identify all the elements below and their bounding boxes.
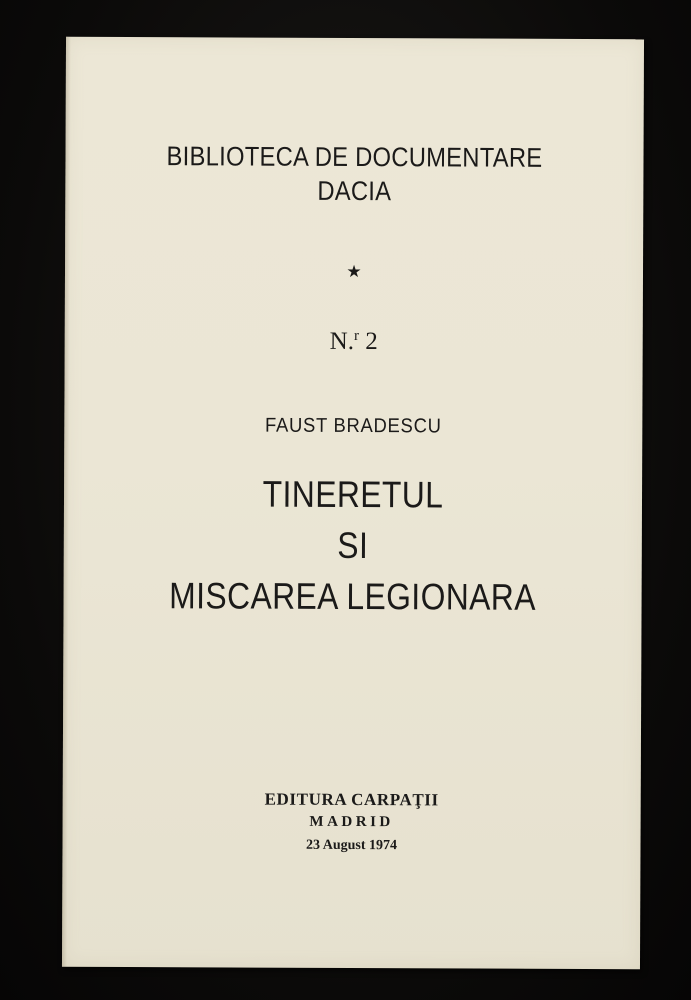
publisher-name: EDITURA CARPAŢII xyxy=(264,789,439,810)
issue-number-prefix: N. xyxy=(329,327,355,356)
booklet-cover xyxy=(62,37,644,970)
series-title-line-2: DACIA xyxy=(317,175,392,207)
book-title-line-2: SI xyxy=(337,524,369,567)
book-title-line-3: MISCAREA LEGIONARA xyxy=(169,575,537,618)
book-title-line-1: TINERETUL xyxy=(262,473,444,516)
author-name: FAUST BRADESCU xyxy=(264,414,442,438)
publication-date: 23 August 1974 xyxy=(305,837,398,854)
issue-number xyxy=(65,327,643,358)
series-title-line-1: BIBLIOTECA DE DOCUMENTARE xyxy=(166,141,543,173)
publication-city: MADRID xyxy=(309,813,394,831)
star-icon: ★ xyxy=(346,261,362,283)
issue-number-superscript: r xyxy=(353,328,360,345)
issue-number-value: 2 xyxy=(365,328,378,356)
